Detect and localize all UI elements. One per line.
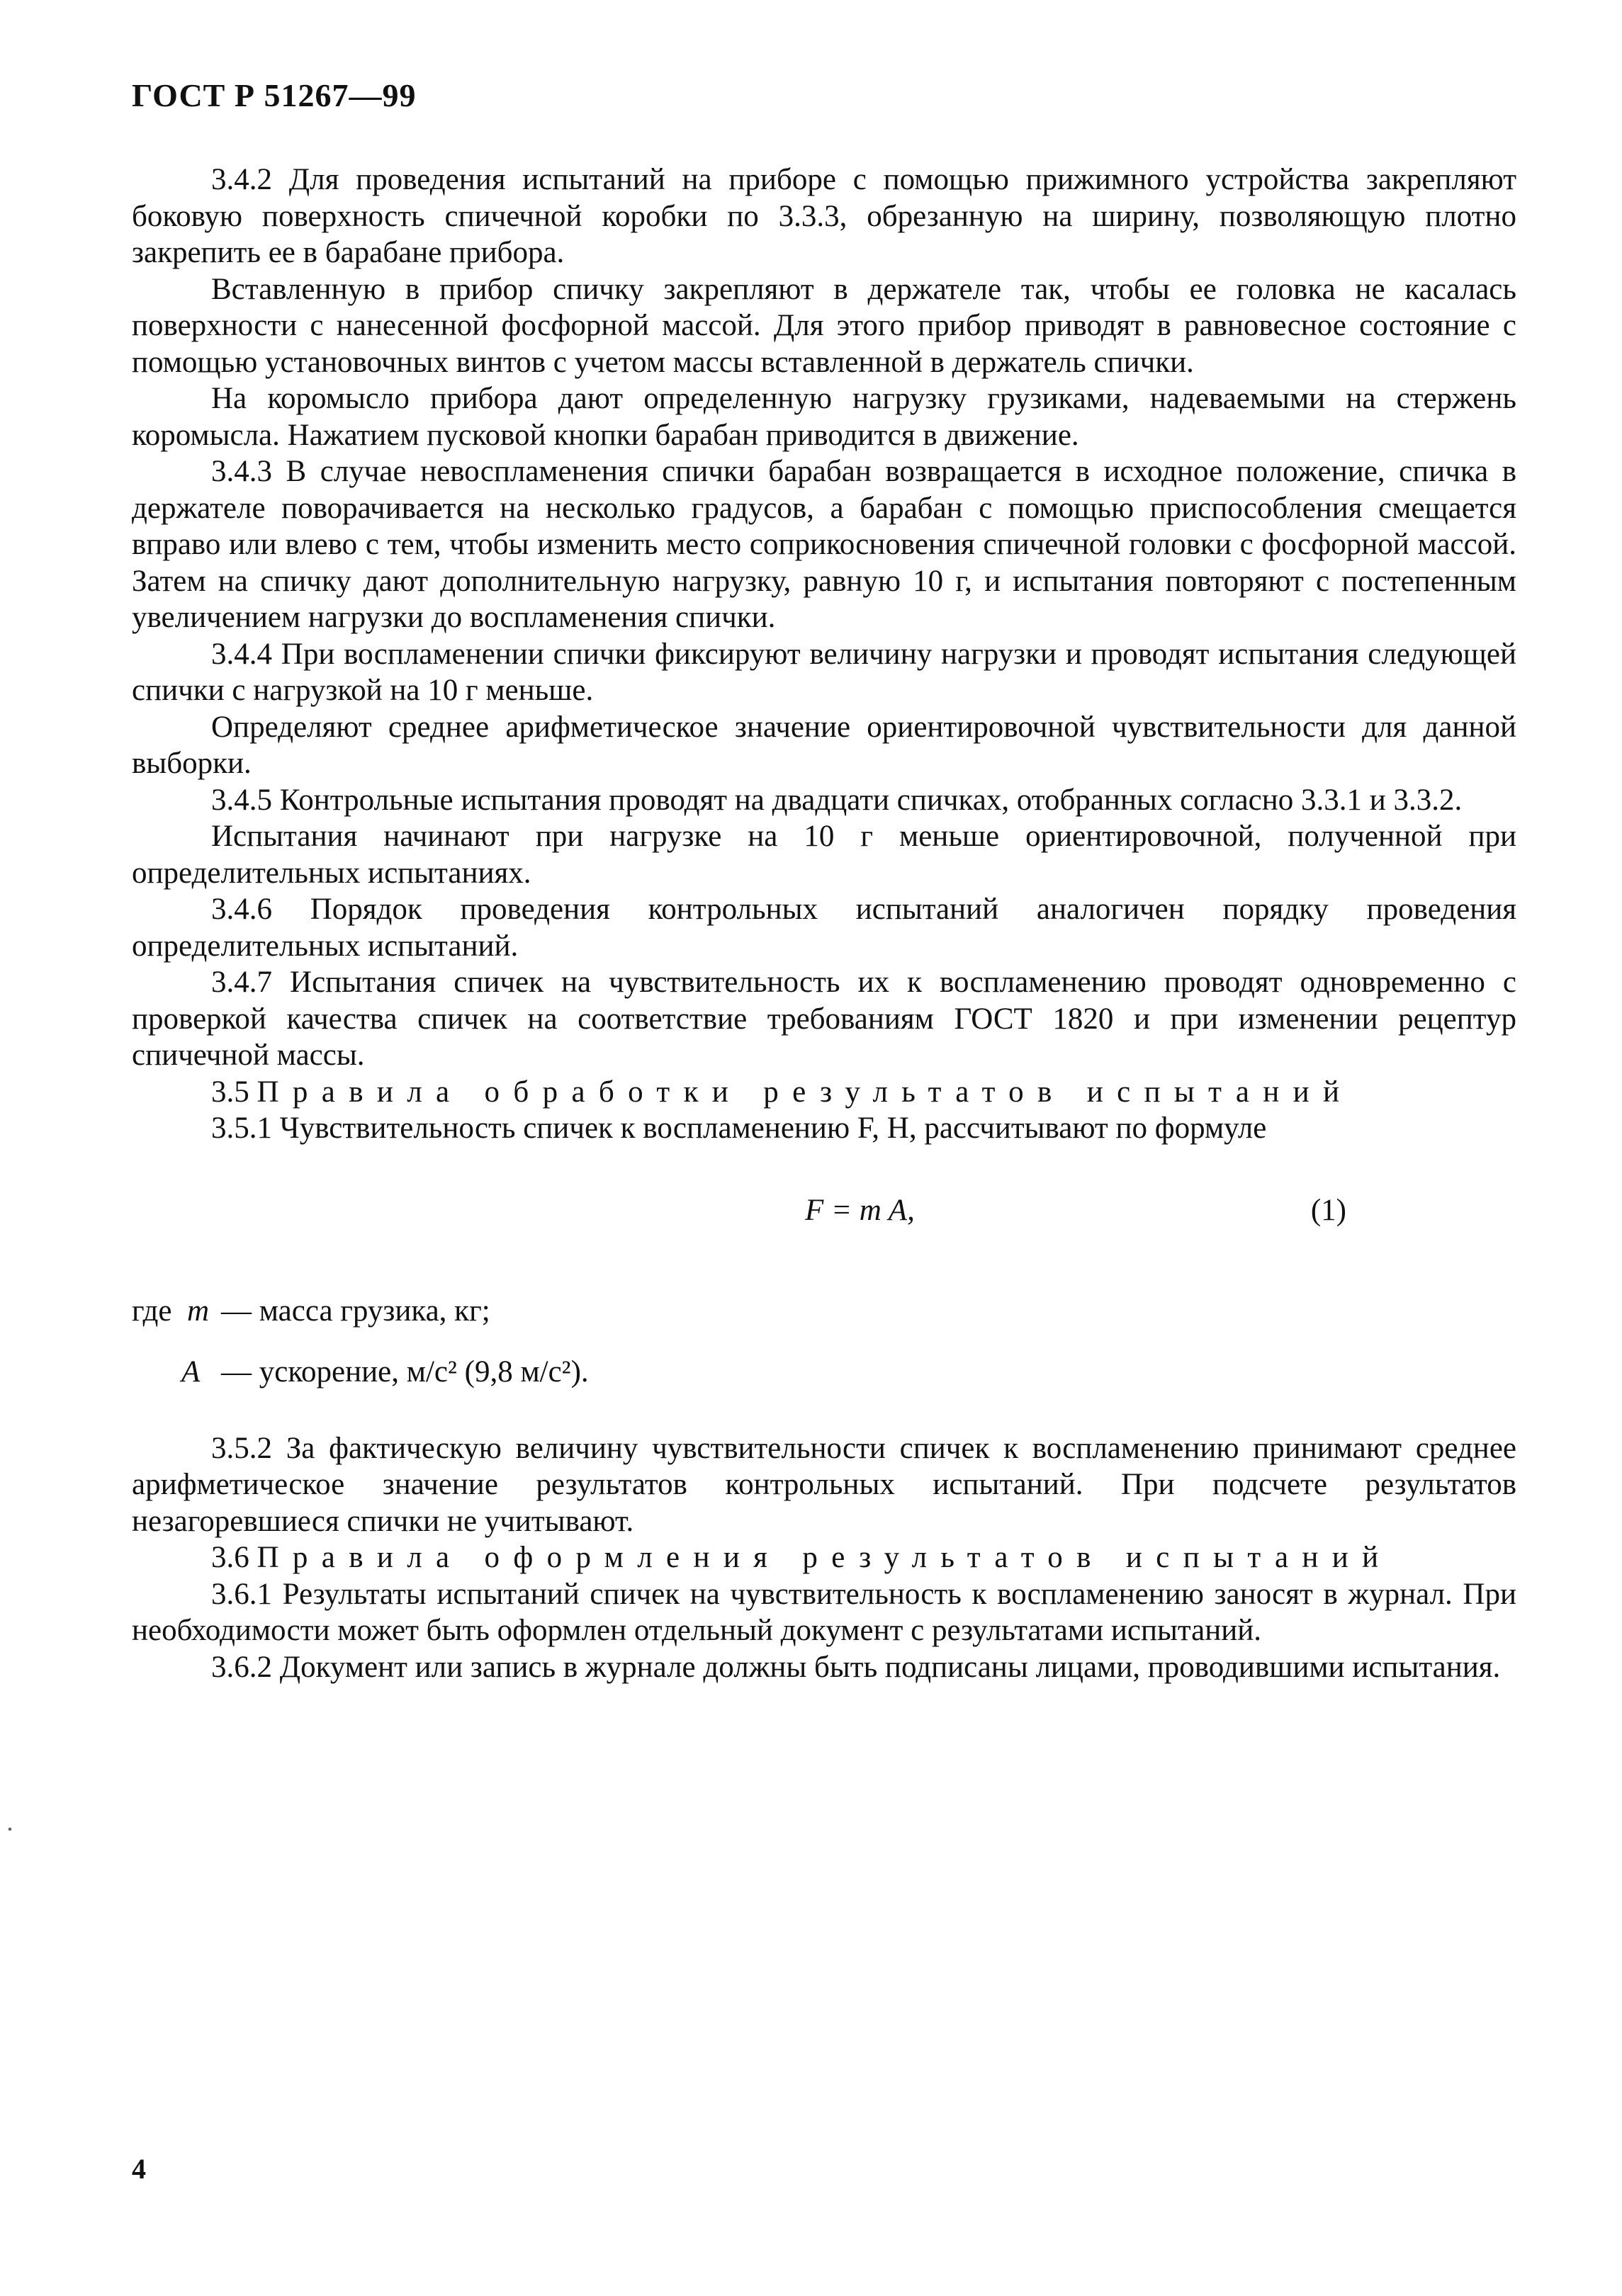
where-m-line xyxy=(132,1293,1516,1351)
paragraph: 3.4.5 Контрольные испытания проводят на двадцати спичках, отобранных согласно 3.3.1 и 3.3.2. xyxy=(211,783,1463,817)
section-number: 3.5 xyxy=(211,1075,249,1109)
formula-row xyxy=(132,1180,1516,1293)
document-header: ГОСТ Р 51267—99 xyxy=(132,77,417,113)
paragraph: 3.4.6 Порядок проведения контрольных испытаний аналогичен порядку проведения определительных испытаний. xyxy=(132,893,1516,963)
symbol-m: m xyxy=(187,1294,210,1328)
scan-speck xyxy=(9,1828,11,1831)
paragraph: 3.4.3 В случае невоспламенения спички барабан возвращается в исходное положение, спичка в держателе поворачивается на несколько градусов, а барабан с помощью приспособления смещается вправо или влево с тем, чтобы изменить место соприкосновения спичечной головки с фосфорной массой. Затем на спичку дают дополнительную нагрузку, равную 10 г, и испытания повторяют с постепенным увеличением нагрузки до воспламенения спички. xyxy=(132,455,1516,634)
paragraph: 3.4.2 Для проведения испытаний на приборе с помощью прижимного устройства закрепляют боковую поверхность спичечной коробки по 3.3.3, обрезанную на ширину, позволяющую плотно закрепить ее в барабане прибора. xyxy=(132,163,1516,269)
section-title: Правила обработки результатов испытаний xyxy=(257,1075,1353,1109)
paragraph: Определяют среднее арифметическое значение ориентировочной чувствительности для данной выборки. xyxy=(132,710,1516,780)
paragraph: Вставленную в прибор спичку закрепляют в держателе так, чтобы ее головка не касалась поверхности с нанесенной фосфорной массой. Для этого прибор приводят в равновесное состояние с помощью установочных винтов с учетом массы вставленной в держатель спички. xyxy=(132,272,1516,379)
where-lead: где xyxy=(132,1294,172,1328)
formula: F = m A, xyxy=(805,1193,915,1227)
symbol-a: A xyxy=(181,1355,201,1389)
symbol-m-description: — масса грузика, кг; xyxy=(221,1294,490,1328)
where-a-line xyxy=(132,1354,1516,1430)
equation-number: (1) xyxy=(1310,1193,1346,1227)
paragraph: 3.6.1 Результаты испытаний спичек на чувствительность к воспламенению заносят в журнал. При необходимости может быть оформлен отдельный документ с результатами испытаний. xyxy=(132,1577,1516,1647)
page-number: 4 xyxy=(132,2153,146,2185)
body-text xyxy=(132,162,1516,1685)
paragraph: Испытания начинают при нагрузке на 10 г меньше ориентировочной, полученной при определительных испытаниях. xyxy=(132,820,1516,890)
section-heading-3-5 xyxy=(132,1074,1516,1111)
paragraph: 3.4.4 При воспламенении спички фиксируют величину нагрузки и проводят испытания следующей спички с нагрузкой на 10 г меньше. xyxy=(132,637,1516,707)
symbol-a-description: — ускорение, м/с² (9,8 м/с²). xyxy=(221,1355,589,1389)
paragraph: На коромысло прибора дают определенную нагрузку грузиками, надеваемыми на стержень коромысла. Нажатием пусковой кнопки барабан приводится в движение. xyxy=(132,382,1516,452)
paragraph: 3.4.7 Испытания спичек на чувствительность их к воспламенению проводят одновременно с проверкой качества спичек на соответствие требованиям ГОСТ 1820 и при изменении рецептур спичечной массы. xyxy=(132,966,1516,1072)
paragraph: 3.5.1 Чувствительность спичек к воспламенению F, Н, рассчитывают по формуле xyxy=(211,1112,1267,1145)
paragraph: 3.6.2 Документ или запись в журнале должны быть подписаны лицами, проводившими испытания. xyxy=(211,1650,1501,1684)
paragraph: 3.5.2 За фактическую величину чувствительности спичек к воспламенению принимают среднее арифметическое значение результатов контрольных испытаний. При подсчете результатов незагоревшиеся спички не учитывают. xyxy=(132,1431,1516,1538)
section-title: Правила оформления результатов испытаний xyxy=(257,1541,1392,1574)
section-heading-3-6 xyxy=(132,1539,1516,1576)
section-number: 3.6 xyxy=(211,1541,249,1574)
